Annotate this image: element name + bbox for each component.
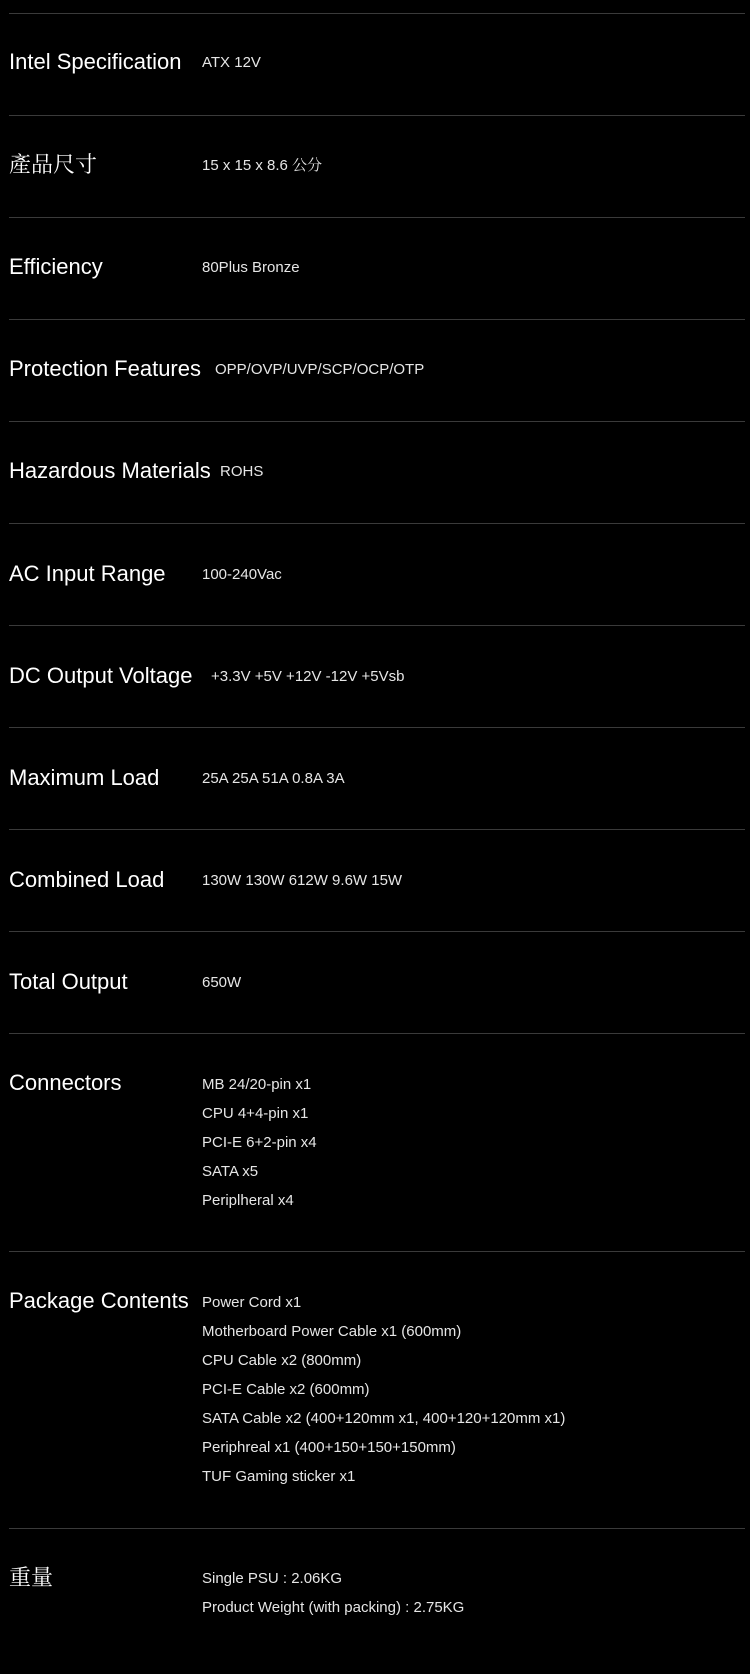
spec-row — [9, 319, 745, 421]
spec-value-line: OPP/OVP/UVP/SCP/OCP/OTP — [215, 361, 425, 378]
spec-value-line: ROHS — [220, 463, 264, 480]
spec-row — [9, 727, 745, 829]
spec-value — [202, 764, 345, 793]
spec-value — [202, 560, 282, 589]
spec-label: Combined Load — [9, 867, 165, 892]
spec-value-line: Periphreal x1 (400+150+150+150mm) — [202, 1439, 456, 1456]
spec-row — [9, 1033, 745, 1251]
spec-value — [202, 866, 402, 895]
spec-row — [9, 1251, 745, 1528]
spec-value — [202, 253, 300, 282]
spec-value — [202, 1288, 565, 1491]
spec-label: Hazardous Materials — [9, 458, 211, 483]
spec-value-line: SATA Cable x2 (400+120mm x1, 400+120+120mm x1) — [202, 1410, 566, 1427]
spec-value-line: 130W 130W 612W 9.6W 15W — [202, 872, 403, 889]
spec-row — [9, 931, 745, 1033]
spec-value-line: PCI-E Cable x2 (600mm) — [202, 1381, 370, 1398]
spec-row — [9, 421, 745, 523]
spec-value-line: SATA x5 — [202, 1163, 259, 1180]
spec-value-line: 25A 25A 51A 0.8A 3A — [202, 770, 345, 787]
spec-value-line: 100-240Vac — [202, 566, 282, 583]
spec-value-line: 80Plus Bronze — [202, 259, 300, 276]
spec-value — [202, 1070, 317, 1215]
spec-label: Protection Features — [9, 356, 201, 381]
spec-value-line: 15 x 15 x 8.6 公分 — [202, 157, 323, 174]
spec-value-line: PCI-E 6+2-pin x4 — [202, 1134, 317, 1151]
spec-value — [220, 457, 263, 486]
spec-value-line: Single PSU : 2.06KG — [202, 1570, 343, 1587]
spec-value-line: MB 24/20-pin x1 — [202, 1076, 312, 1093]
spec-value-line: Motherboard Power Cable x1 (600mm) — [202, 1323, 462, 1340]
spec-label: Total Output — [9, 969, 128, 994]
spec-value-line: 650W — [202, 974, 242, 991]
spec-row — [9, 217, 745, 319]
spec-table — [9, 13, 745, 1673]
spec-label: 產品尺寸 — [9, 152, 98, 177]
spec-row — [9, 523, 745, 625]
spec-row — [9, 829, 745, 931]
spec-value — [202, 48, 261, 77]
spec-value-line: Power Cord x1 — [202, 1294, 302, 1311]
spec-label: AC Input Range — [9, 561, 166, 586]
spec-label: DC Output Voltage — [9, 663, 193, 688]
spec-row — [9, 625, 745, 727]
spec-row — [9, 1528, 745, 1673]
spec-value-line: Periplheral x4 — [202, 1192, 294, 1209]
spec-value-line: CPU Cable x2 (800mm) — [202, 1352, 362, 1369]
spec-value-line: Product Weight (with packing) : 2.75KG — [202, 1599, 465, 1616]
spec-value — [202, 968, 241, 997]
spec-value-line: TUF Gaming sticker x1 — [202, 1468, 356, 1485]
spec-label: Package Contents — [9, 1288, 189, 1313]
spec-label: Maximum Load — [9, 765, 160, 790]
spec-value-line: ATX 12V — [202, 54, 261, 71]
spec-value-line: +3.3V +5V +12V -12V +5Vsb — [211, 668, 405, 685]
spec-label: Efficiency — [9, 254, 103, 279]
spec-row — [9, 115, 745, 217]
spec-value — [202, 1564, 464, 1622]
spec-value-line: CPU 4+4-pin x1 — [202, 1105, 309, 1122]
spec-label: 重量 — [9, 1565, 54, 1590]
spec-value — [202, 151, 322, 180]
spec-value — [215, 355, 424, 384]
spec-label: Connectors — [9, 1070, 122, 1095]
spec-value — [211, 662, 404, 691]
spec-row — [9, 13, 745, 115]
spec-label: Intel Specification — [9, 49, 182, 74]
